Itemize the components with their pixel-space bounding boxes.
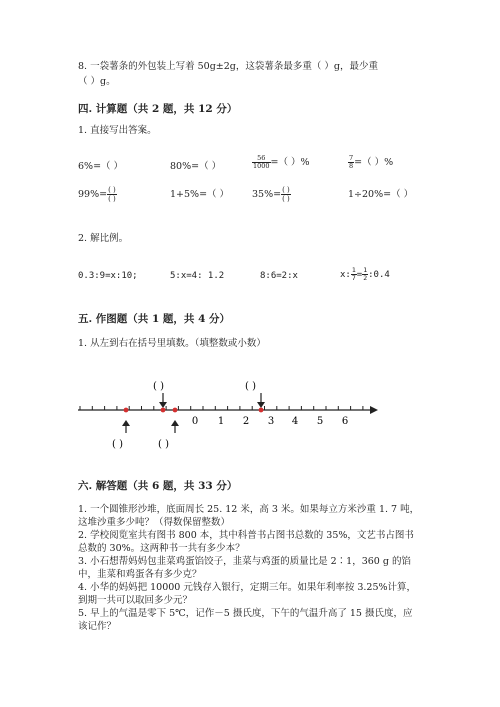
- red-point-marker: [173, 408, 178, 413]
- calc-99-percent: 99%= $\frac{( )}{( )}$: [78, 186, 116, 203]
- answer-question-5-line1: 5. 早上的气温是零下 5℃，记作－5 摄氏度，下午的气温升高了 15 摄氏度，应: [78, 608, 413, 619]
- answer-question-1-line2: 这堆沙重多少吨？（得数保留整数）: [78, 517, 231, 528]
- section-5-heading: 五. 作图题（共 1 题，共 4 分）: [78, 313, 231, 325]
- question-8-line2: （ ）g。: [78, 76, 116, 87]
- section-6-heading: 六. 解答题（共 6 题，共 33 分）: [78, 480, 238, 492]
- fraction-1-7: $\frac{1}{7}$: [351, 266, 356, 282]
- answer-question-4-line1: 4. 小华的妈妈把 10000 元钱存入银行，定期三年。如果年利率按 3.25%计算，: [78, 582, 417, 593]
- tick-label-1: 1: [217, 416, 225, 427]
- calc-35-percent: 35%= $\frac{( )}{( )}$: [252, 186, 290, 203]
- calc-6-percent: 6%=（ ）: [78, 161, 124, 172]
- axis-arrow-icon: [370, 406, 378, 414]
- fraction-1-2: $\frac{1}{2}$: [363, 266, 368, 282]
- section-4-q1-label: 1. 直接写出答案。: [78, 125, 157, 136]
- answer-question-5-line2: 该记作？: [78, 621, 117, 632]
- answer-blank-top-right: ( ): [245, 381, 256, 392]
- section-5-q1-label: 1. 从左到右在括号里填数。（填整数或小数）: [78, 338, 266, 349]
- answer-question-2-line1: 2. 学校阅览室共有图书 800 本，其中科普书占图书总数的 35%，文艺书占图书: [78, 530, 414, 541]
- calc-80-percent: 80%=（ ）: [170, 161, 222, 172]
- fraction-7-8: $\frac{7}{8}$: [349, 154, 354, 170]
- question-8-line1: 8. 一袋薯条的外包装上写着 50g±2g，这袋薯条最多重（ ）g，最少重: [78, 61, 378, 72]
- red-point-marker: [259, 408, 264, 413]
- ratio-equation-b: 5:x=4: 1.2: [170, 271, 225, 281]
- number-line-figure: [70, 370, 390, 455]
- tick-label-5: 5: [316, 416, 324, 427]
- calc-fraction-56-1000: $\frac{56}{1000}$ =（ ）%: [253, 154, 310, 170]
- tick-marks: [80, 406, 363, 410]
- calc-1-plus-5-percent: 1+5%=（ ）: [170, 189, 230, 200]
- tick-label-4: 4: [291, 416, 299, 427]
- calc-fraction-7-8: $\frac{7}{8}$ =（ ）%: [349, 154, 394, 170]
- arrow-up-icon: [122, 420, 130, 433]
- answer-question-3-line2: 中，韭菜和鸡蛋各有多少克？: [78, 569, 202, 580]
- answer-question-2-line2: 总数的 30%。这两种书一共有多少本？: [78, 543, 245, 554]
- section-4-heading: 四. 计算题（共 2 题，共 12 分）: [78, 103, 238, 115]
- arrow-up-icon: [171, 420, 179, 433]
- ratio-equation-c: 8:6=2:x: [260, 271, 298, 281]
- ratio-equation-a: 0.3:9=x:10;: [78, 271, 138, 281]
- red-point-marker: [124, 408, 129, 413]
- fraction-blank: $\frac{( )}{( )}$: [108, 186, 116, 203]
- answer-question-3-line1: 3. 小石想帮妈妈包韭菜鸡蛋馅饺子，韭菜与鸡蛋的质量比是 2∶1，360 g 的馅: [78, 556, 411, 567]
- ratio-equation-d: x: $\frac{1}{7}$ = $\frac{1}{2}$ :0.4: [340, 266, 390, 282]
- arrow-down-icon: [257, 393, 265, 408]
- tick-label-2: 2: [242, 416, 250, 427]
- tick-label-6: 6: [341, 416, 349, 427]
- fraction-56-1000: $\frac{56}{1000}$: [253, 154, 270, 170]
- tick-label-3: 3: [267, 416, 275, 427]
- answer-question-4-line2: 到期一共可以取回多少元？: [78, 595, 193, 606]
- answer-question-1-line1: 1. 一个圆锥形沙堆，底面周长 25. 12 米，高 3 米。如果每立方米沙重 1. 7 吨，: [78, 504, 420, 515]
- answer-blank-bottom-right: ( ): [158, 439, 169, 450]
- answer-blank-bottom-left: ( ): [112, 439, 123, 450]
- answer-blank-top-left: ( ): [153, 381, 164, 392]
- tick-label-0: 0: [191, 416, 199, 427]
- fraction-blank: $\frac{( )}{( )}$: [282, 186, 290, 203]
- arrow-down-icon: [159, 393, 167, 408]
- red-point-marker: [161, 408, 166, 413]
- section-4-q2-label: 2. 解比例。: [78, 233, 129, 244]
- calc-1-div-20-percent: 1÷20%=（ ）: [348, 189, 414, 200]
